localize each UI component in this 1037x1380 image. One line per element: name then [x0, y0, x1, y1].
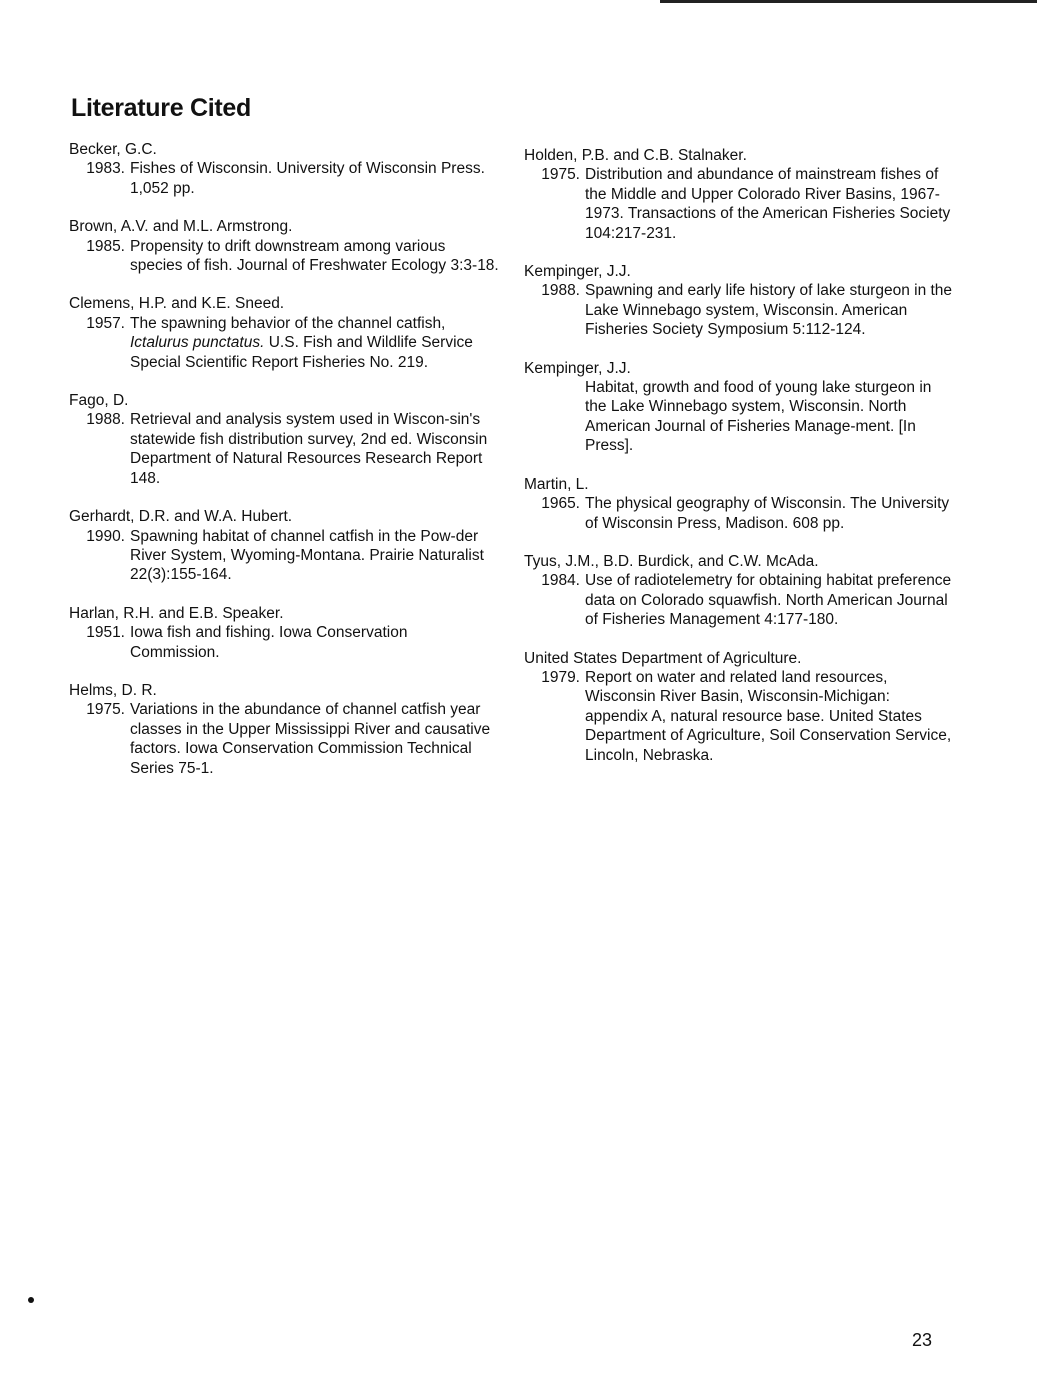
reference-author: Kempinger, J.J. [524, 359, 631, 377]
reference-author: Helms, D. R. [69, 681, 157, 699]
reference-year: 1975. [541, 166, 580, 184]
reference-year: 1965. [541, 495, 580, 513]
reference-year: 1988. [86, 411, 125, 429]
reference-text: The physical geography of Wisconsin. The University of Wisconsin Press, Madison. 608 pp. [585, 495, 950, 532]
reference-author: United States Department of Agriculture. [524, 649, 802, 667]
scan-mark-dot [28, 1297, 34, 1303]
reference-year: 1979. [541, 668, 580, 686]
reference-entry [69, 604, 499, 662]
reference-year: 1984. [541, 572, 580, 590]
reference-author: Becker, G.C. [69, 141, 157, 158]
reference-text: Propensity to drift downstream among various species of fish. Journal of Freshwater Ecology 3:3-18. [130, 237, 499, 275]
reference-author: Martin, L. [524, 475, 589, 493]
reference-entry [524, 146, 954, 243]
left-column [69, 140, 499, 797]
reference-text: Report on water and related land resources, Wisconsin River Basin, Wisconsin-Michigan: appendix A, natural resource base. United States Department of Agriculture, Soil Conservation Service, Lincoln, Nebraska. [585, 668, 952, 764]
top-rule [660, 0, 1037, 3]
page-number: 23 [912, 1330, 933, 1350]
reference-entry [524, 262, 954, 340]
reference-year [524, 378, 585, 456]
reference-author: Holden, P.B. and C.B. Stalnaker. [524, 147, 747, 164]
reference-entry [524, 552, 954, 630]
reference-entry [69, 681, 499, 778]
reference-entry [524, 359, 954, 456]
reference-entry [69, 294, 499, 372]
reference-entry [69, 391, 499, 488]
reference-author: Clemens, H.P. and K.E. Sneed. [69, 295, 285, 313]
reference-text: Variations in the abundance of channel catfish year classes in the Upper Mississippi River and causative factors. Iowa Conservation Commission Technical Series 75-1. [130, 701, 491, 777]
reference-author: Brown, A.V. and M.L. Armstrong. [69, 218, 293, 236]
species-name-italic: Ictalurus punctatus. [130, 334, 265, 352]
reference-entry [524, 649, 954, 765]
reference-text: Iowa fish and fishing. Iowa Conservation Commission. [130, 624, 408, 661]
reference-text: Use of radiotelemetry for obtaining habitat preference data on Colorado squawfish. North American Journal of Fisheries Management 4:177-180. [585, 572, 952, 629]
reference-text: The spawning behavior of the channel catfish, Ictalurus punctatus. U.S. Fish and Wildlife Service Special Scientific Report Fisheries No. 219. [130, 314, 473, 371]
reference-year: 1957. [86, 314, 125, 332]
reference-text: Spawning habitat of channel catfish in the Pow-der River System, Wyoming-Montana. Prairie Naturalist 22(3):155-164. [130, 527, 484, 584]
reference-author: Fago, D. [69, 392, 129, 410]
reference-entry [69, 507, 499, 585]
reference-year: 1983. [86, 160, 125, 178]
page-title: Literature Cited [71, 94, 251, 122]
reference-author: Tyus, J.M., B.D. Burdick, and C.W. McAda. [524, 552, 819, 570]
reference-entry [69, 217, 499, 275]
reference-year: 1988. [541, 282, 580, 300]
reference-text: Distribution and abundance of mainstream fishes of the Middle and Upper Colorado River Basins, 1967-1973. Transactions of the American Fisheries Society 104:217-231. [585, 166, 951, 242]
reference-year: 1951. [86, 624, 125, 642]
reference-year: 1985. [86, 237, 125, 255]
reference-author: Gerhardt, D.R. and W.A. Hubert. [69, 508, 293, 526]
reference-author: Harlan, R.H. and E.B. Speaker. [69, 604, 284, 622]
reference-entry [524, 475, 954, 533]
right-column [524, 146, 954, 784]
reference-text: Fishes of Wisconsin. University of Wisconsin Press. 1,052 pp. [130, 160, 485, 197]
reference-year: 1990. [86, 527, 125, 545]
reference-text: Spawning and early life history of lake sturgeon in the Lake Winnebago system, Wisconsin. American Fisheries Society Symposium 5:112-124. [585, 282, 953, 339]
reference-entry [69, 140, 499, 198]
reference-text: Retrieval and analysis system used in Wiscon-sin's statewide fish distribution survey, 2nd ed. Wisconsin Department of Natural Resources Research Report 148. [130, 411, 488, 487]
reference-author: Kempinger, J.J. [524, 263, 631, 281]
reference-year: 1975. [86, 701, 125, 719]
reference-text: Habitat, growth and food of young lake sturgeon in the Lake Winnebago system, Wisconsin. North American Journal of Fisheries Manage-ment. [In Press]. [585, 379, 932, 455]
